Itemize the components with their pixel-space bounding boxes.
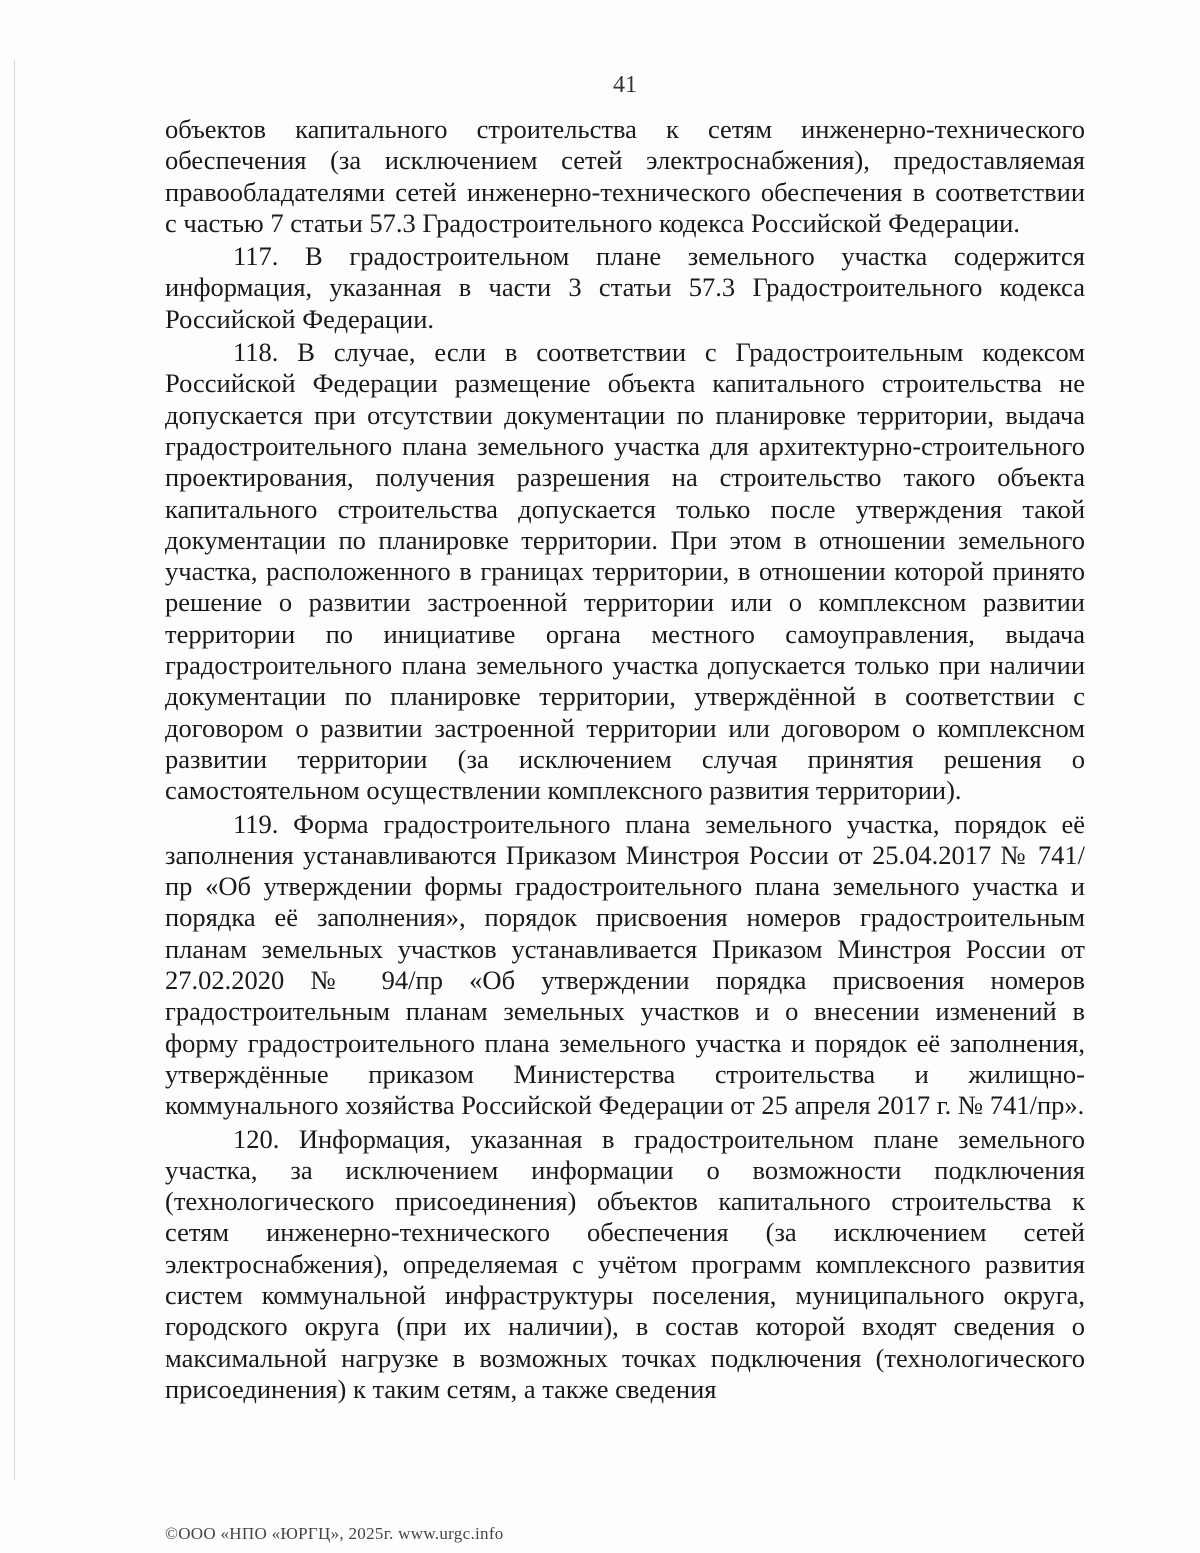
paragraph-119: 119. Форма градостроительного плана земельного участка, порядок её заполнения устанавливаются Приказом Минстроя России от 25.04.2017 № 741/пр «Об утверждении формы градостроительного плана земельного участка и порядка её заполнения», порядок присвоения номеров градостроительным планам земельных участков устанавливается Приказом Минстроя России от 27.02.2020 № 94/пр «Об утверждении порядка присвоения номеров градостроительным планам земельных участков и о внесении изменений в форму градостроительного плана земельного участка и порядок её заполнения, утверждённые приказом Министерства строительства и жилищно-коммунального хозяйства Российской Федерации от 25 апреля 2017 г. № 741/пр». (165, 808, 1085, 1121)
paragraph-118: 118. В случае, если в соответствии с Градостроительным кодексом Российской Федерации размещение объекта капитального строительства не допускается при отсутствии документации по планировке территории, выдача градостроительного плана земельного участка для архитектурно-строительного проектирования, получения разрешения на строительство такого объекта капитального строительства допускается только после утверждения такой документации по планировке территории. При этом в отношении земельного участка, расположенного в границах территории, в отношении которой принято решение о развитии застроенной территории или о комплексном развитии территории по инициативе органа местного самоуправления, выдача градостроительного плана земельного участка допускается только при наличии документации по планировке территории, утверждённой в соответствии с договором о развитии застроенной территории или договором о комплексном развитии территории (за исключением случая принятия решения о самостоятельном осуществлении комплексного развития территории). (165, 337, 1085, 806)
paragraph-120: 120. Информация, указанная в градостроительном плане земельного участка, за исключением информации о возможности подключения (технологического присоединения) объектов капитального строительства к сетям инженерно-технического обеспечения (за исключением сетей электроснабжения), определяемая с учётом программ комплексного развития систем коммунальной инфраструктуры поселения, муниципального округа, городского округа (при их наличии), в состав которой входят сведения о максимальной нагрузке в возможных точках подключения (технологического присоединения) к таким сетям, а также сведения (165, 1123, 1085, 1404)
paragraph-117: 117. В градостроительном плане земельного участка содержится информация, указанная в части 3 статьи 57.3 Градостроительного кодекса Российской Федерации. (165, 241, 1085, 334)
scan-edge-line (14, 60, 15, 1480)
document-body (165, 114, 1085, 1405)
paragraph-continuation: объектов капитального строительства к сетям инженерно-технического обеспечения (за исключением сетей электроснабжения), предоставляемая правообладателями сетей инженерно-технического обеспечения в соответствии с частью 7 статьи 57.3 Градостроительного кодекса Российской Федерации. (165, 114, 1085, 238)
page-number: 41 (613, 72, 637, 98)
footer-copyright: ©ООО «НПО «ЮРГЦ», 2025г. www.urgc.info (165, 1524, 504, 1543)
